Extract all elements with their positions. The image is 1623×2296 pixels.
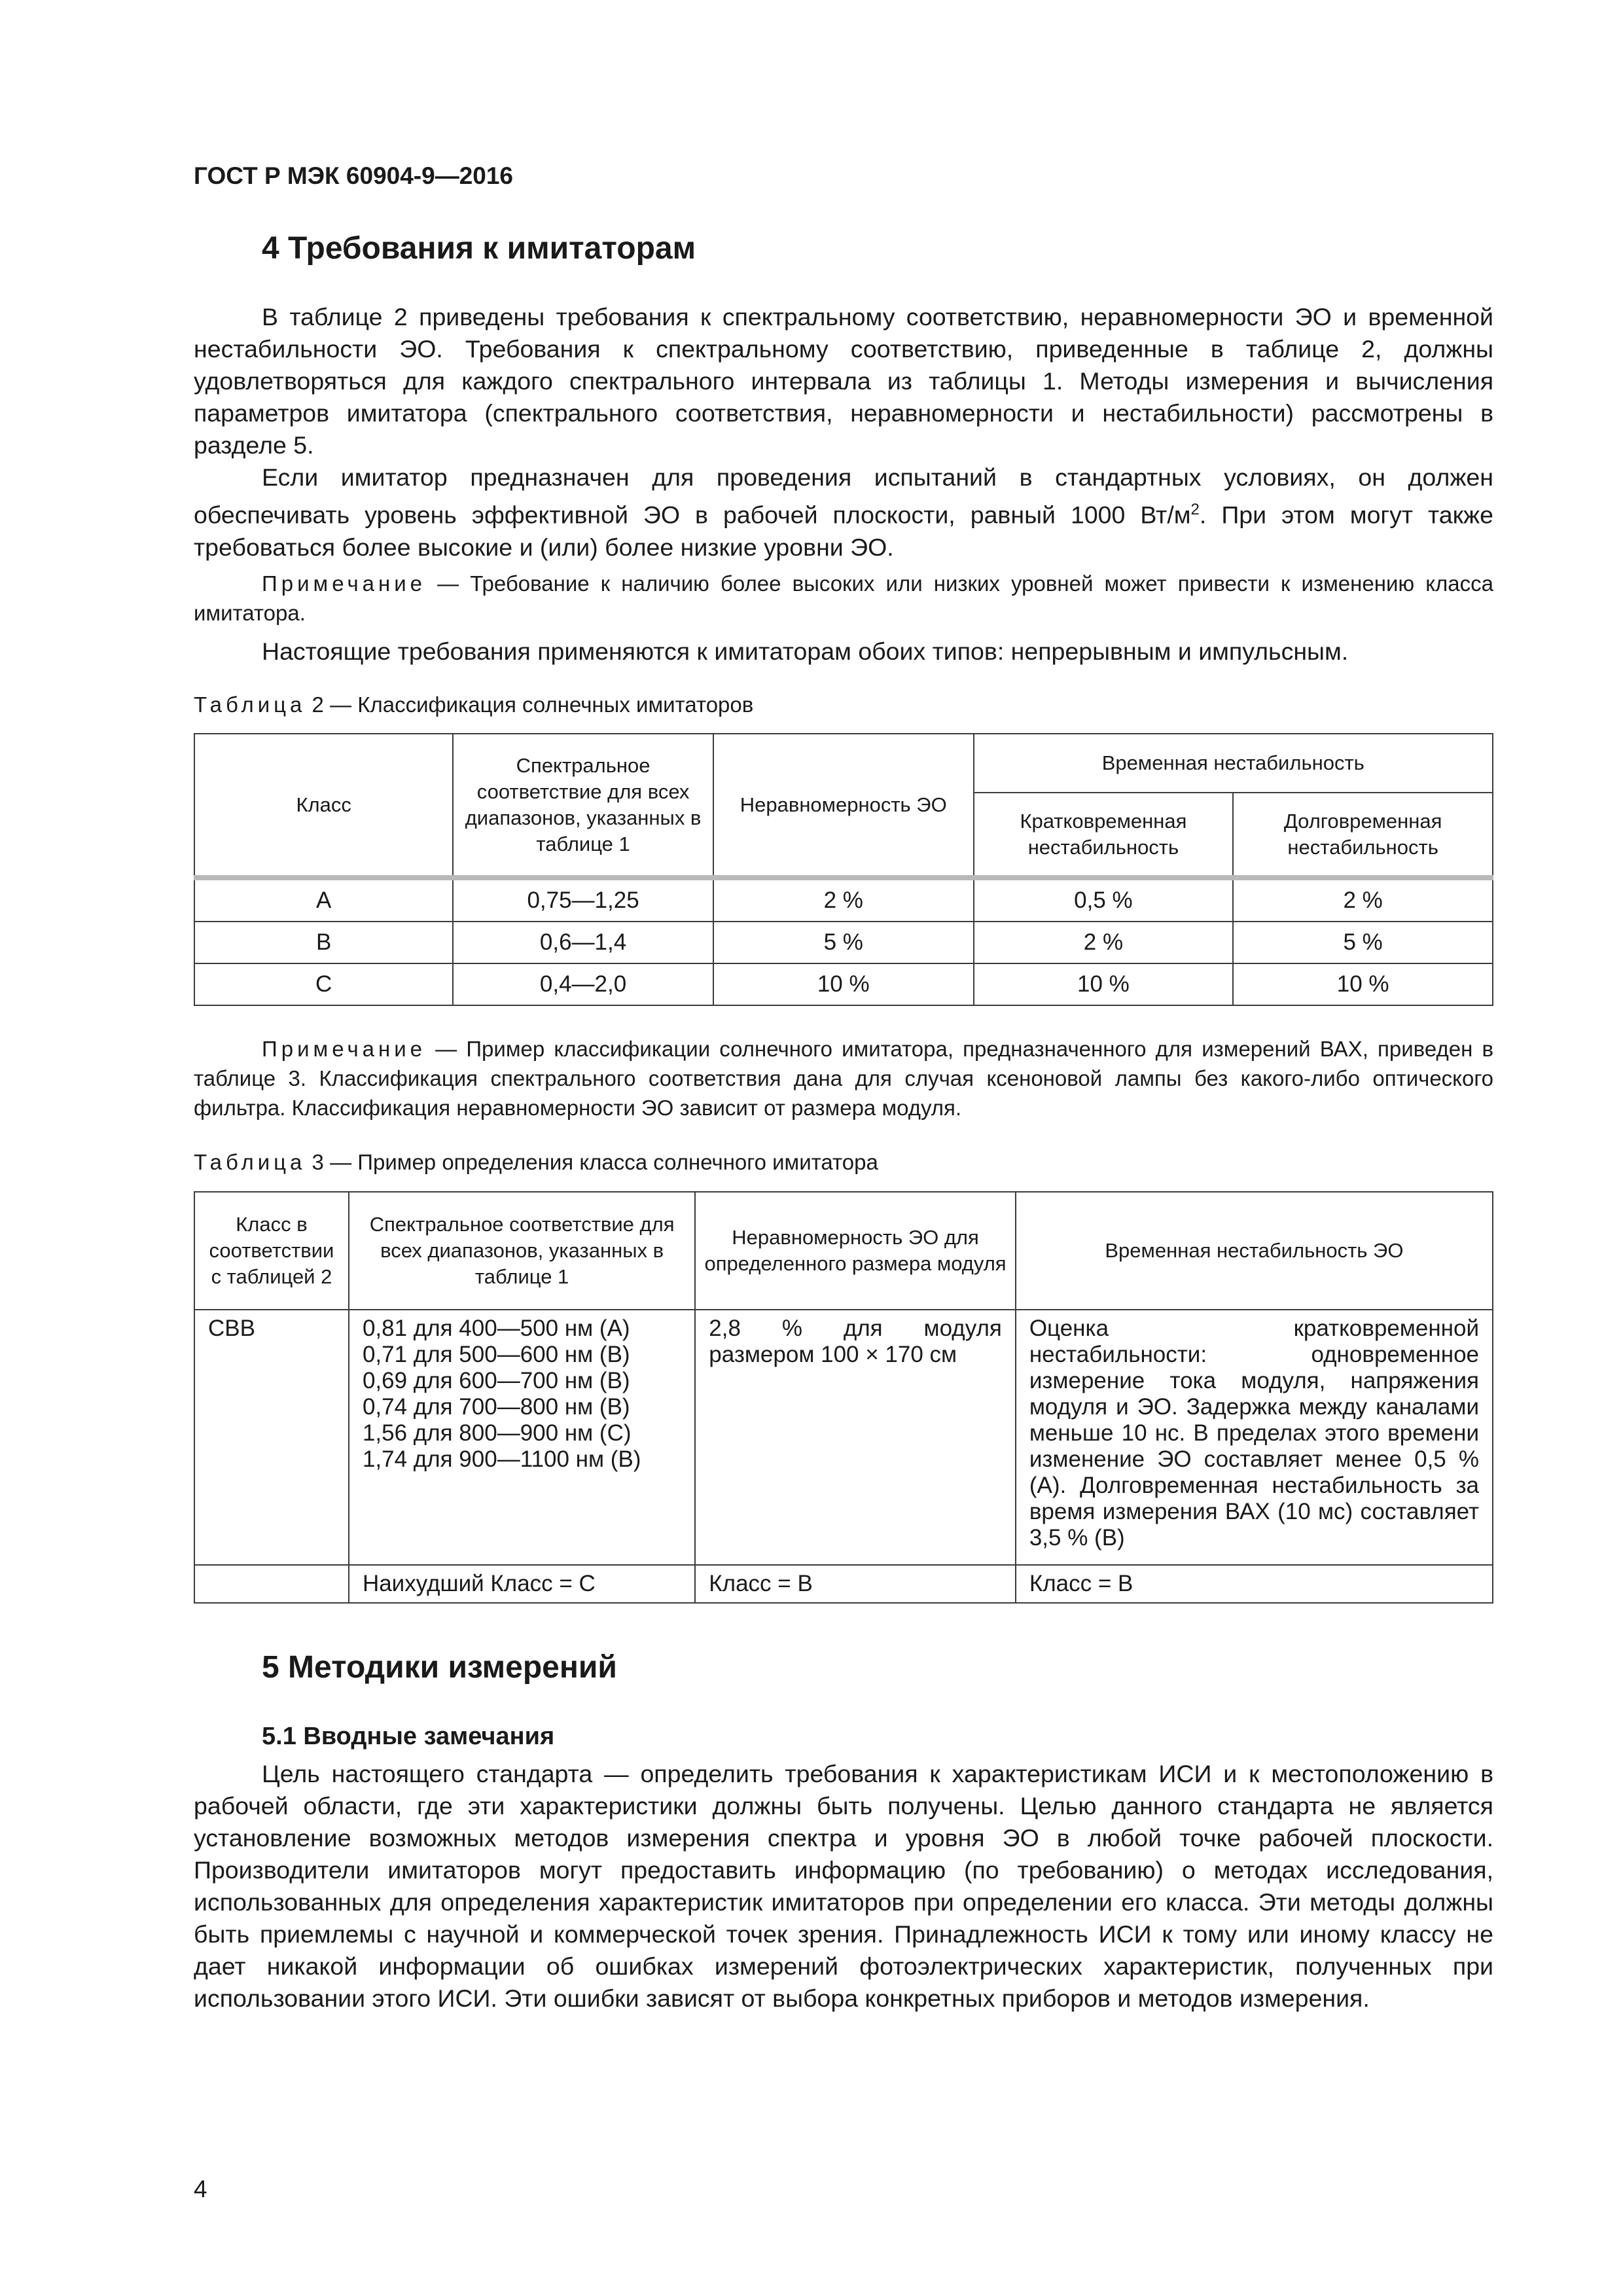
table-cell: 10 % <box>713 963 974 1005</box>
table-cell: 2,8 % для модуля размером 100 × 170 см <box>695 1310 1016 1565</box>
table-2-caption: Таблица 2 — Классификация солнечных имитаторов <box>194 692 754 717</box>
header-instability: Временная нестабильность ЭО <box>1016 1192 1493 1310</box>
table-cell: C <box>194 963 453 1005</box>
header-short-term: Кратковременная нестабильность <box>974 793 1234 878</box>
section-4-body <box>194 301 1493 668</box>
table-cell: 2 % <box>1233 878 1493 922</box>
header-long-term: Долговременная нестабильность <box>1233 793 1493 878</box>
paragraph-introduction: Цель настоящего стандарта — определить требования к характеристикам ИСИ и к местоположению в рабочей области, где эти характеристики должны быть получены. Целью данного стандарта не является установление возможных методов измерения спектра и уровня ЭО в любой точке рабочей плоскости. Производители имитаторов могут предоставить информацию (по требованию) о методах исследования, использованных для определения характеристик имитаторов при определении его класса. Эти методы должны быть приемлемы с научной и коммерческой точек зрения. Принадлежность ИСИ к тому или иному классу не дает никакой информации об ошибках измерений фотоэлектрических характеристик, полученных при использовании этого ИСИ. Эти ошибки зависят от выбора конкретных приборов и методов измерения. <box>194 1760 1493 2012</box>
header-nonuniformity: Неравномерность ЭО для определенного размера модуля <box>695 1192 1016 1310</box>
table-cell: 0,81 для 400—500 нм (A) 0,71 для 500—600 нм (B) 0,69 для 600—700 нм (B) 0,74 для 700—800 нм (B) 1,56 для 800—900 нм (C) 1,74 для 900—1100 нм (B) <box>349 1310 695 1565</box>
table-cell <box>194 1565 349 1603</box>
paragraph-types: Настоящие требования применяются к имитаторам обоих типов: непрерывным и импульсным. <box>262 637 1349 665</box>
table-cell: 10 % <box>1233 963 1493 1005</box>
table-cell: Оценка кратковременной нестабильности: одновременное измерение тока модуля, напряжения модуля и ЭО. Задержка между каналами меньше 10 нс. В пределах этого времени изменение ЭО составляет менее 0,5 % (A). Долговременная нестабильность за время измерения ВАХ (10 мс) составляет 3,5 % (B) <box>1016 1310 1493 1565</box>
paragraph-requirements: В таблице 2 приведены требования к спектральному соответствию, неравномерности ЭО и временной нестабильности ЭО. Требования к спектральному соответствию, приведенные в таблице 2, должны удовлетворяться для каждого спектрального интервала из таблицы 1. Методы измерения и вычисления параметров имитатора (спектрального соответствия, неравномерности и нестабильности) рассмотрены в разделе 5. <box>194 303 1493 459</box>
paragraph-irradiance: Если имитатор предназначен для проведения испытаний в стандартных условиях, он должен обеспечивать уровень эффективной ЭО в рабочей плоскости, равный 1000 $Вт/м^2$. При этом могут также требоваться более высокие и (или) более низкие уровни ЭО. <box>194 463 1494 561</box>
table-cell: 0,6—1,4 <box>453 922 713 963</box>
table-row <box>194 878 1493 922</box>
table-cell: 0,75—1,25 <box>453 878 713 922</box>
table-cell: 0,5 % <box>974 878 1234 922</box>
section-5-title: 5 Методики измерений <box>262 1650 617 1685</box>
note-2: Примечание — Пример классификации солнечного имитатора, предназначенного для измерений ВАХ, приведен в таблице 3. Классификация спектрального соответствия дана для случая ксеноновой лампы без какого-либо оптического фильтра. Классификация неравномерности ЭО зависит от размера модуля. <box>194 1037 1493 1120</box>
table-cell: 5 % <box>713 922 974 963</box>
document-id: ГОСТ Р МЭК 60904-9—2016 <box>194 162 514 189</box>
section-4-title: 4 Требования к имитаторам <box>262 231 696 266</box>
header-spectral: Спектральное соответствие для всех диапазонов, указанных в таблице 1 <box>453 734 713 878</box>
header-class: Класс в соответствии с таблицей 2 <box>194 1192 349 1310</box>
table-cell: CBB <box>194 1310 349 1565</box>
table-cell: 2 % <box>713 878 974 922</box>
table-cell: Класс = B <box>695 1565 1016 1603</box>
table-cell: B <box>194 922 453 963</box>
table-row <box>194 963 1493 1005</box>
header-class: Класс <box>194 734 453 878</box>
table-cell: Класс = B <box>1016 1565 1493 1603</box>
page-number: 4 <box>194 2176 207 2202</box>
table-row <box>194 922 1493 963</box>
header-nonuniformity: Неравномерность ЭО <box>713 734 974 878</box>
table-row <box>194 1310 1493 1565</box>
table-cell: A <box>194 878 453 922</box>
subsection-5-1-title: 5.1 Вводные замечания <box>262 1723 555 1750</box>
note-1: Примечание — Требование к наличию более высоких или низких уровней может привести к изменению класса имитатора. <box>194 571 1493 625</box>
note-2-block <box>194 1034 1493 1122</box>
table-cell: 10 % <box>974 963 1234 1005</box>
table-2-classification <box>194 733 1493 1006</box>
header-instability: Временная нестабильность <box>974 734 1493 793</box>
table-row <box>194 1565 1493 1603</box>
superscript: 2 <box>1190 501 1200 518</box>
table-3-caption: Таблица 3 — Пример определения класса солнечного имитатора <box>194 1150 878 1174</box>
header-spectral: Спектральное соответствие для всех диапазонов, указанных в таблице 1 <box>349 1192 695 1310</box>
table-cell: 2 % <box>974 922 1234 963</box>
section-5-body <box>194 1758 1493 2015</box>
table-cell: 5 % <box>1233 922 1493 963</box>
table-cell: 0,4—2,0 <box>453 963 713 1005</box>
table-3-example <box>194 1191 1493 1604</box>
table-cell: Наихудший Класс = C <box>349 1565 695 1603</box>
